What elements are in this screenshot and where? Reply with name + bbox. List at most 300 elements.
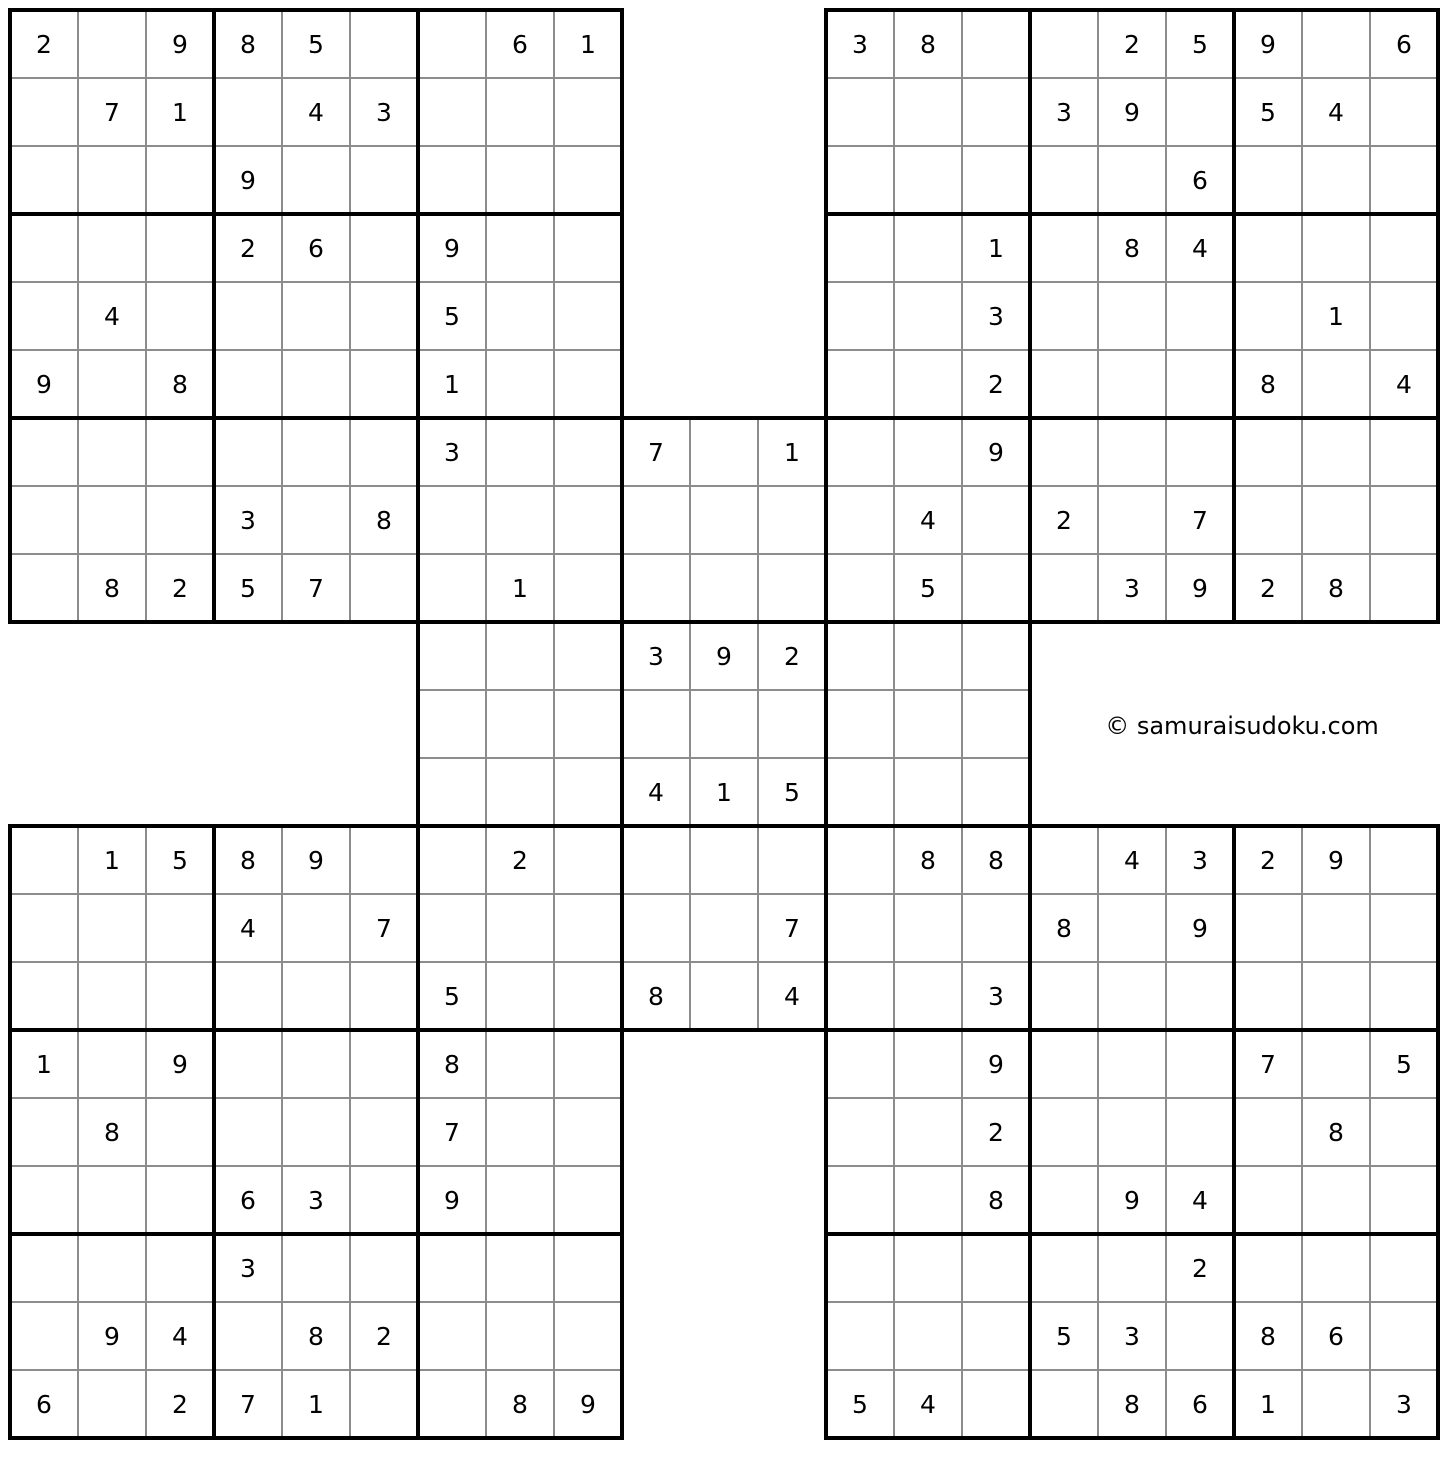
sudoku-cell[interactable] xyxy=(962,146,1030,214)
given-digit: 6 xyxy=(1328,1322,1344,1351)
sudoku-cell[interactable] xyxy=(622,826,690,894)
sudoku-cell[interactable] xyxy=(1030,146,1098,214)
sudoku-cell[interactable] xyxy=(894,1302,962,1370)
sudoku-cell[interactable] xyxy=(10,78,78,146)
given-digit: 6 xyxy=(512,30,528,59)
sudoku-cell[interactable] xyxy=(486,486,554,554)
sudoku-cell[interactable] xyxy=(826,418,894,486)
sudoku-cell[interactable] xyxy=(554,826,622,894)
sudoku-cell[interactable] xyxy=(1098,1234,1166,1302)
sudoku-cell[interactable] xyxy=(826,554,894,622)
sudoku-cell[interactable] xyxy=(1234,486,1302,554)
sudoku-cell[interactable] xyxy=(1234,894,1302,962)
sudoku-cell[interactable] xyxy=(350,826,418,894)
sudoku-cell[interactable] xyxy=(962,486,1030,554)
sudoku-cell[interactable] xyxy=(962,894,1030,962)
sudoku-cell[interactable] xyxy=(758,554,826,622)
sudoku-cell[interactable] xyxy=(1030,1234,1098,1302)
sudoku-cell[interactable] xyxy=(418,554,486,622)
sudoku-cell[interactable] xyxy=(1234,146,1302,214)
sudoku-cell[interactable] xyxy=(894,1098,962,1166)
sudoku-cell[interactable] xyxy=(146,962,214,1030)
sudoku-cell[interactable] xyxy=(894,146,962,214)
sudoku-cell[interactable] xyxy=(962,1234,1030,1302)
sudoku-cell[interactable] xyxy=(554,554,622,622)
sudoku-cell[interactable] xyxy=(894,758,962,826)
sudoku-cell[interactable] xyxy=(78,1234,146,1302)
sudoku-cell[interactable] xyxy=(622,554,690,622)
given-digit: 1 xyxy=(104,846,120,875)
sudoku-cell[interactable] xyxy=(214,1030,282,1098)
given-digit: 2 xyxy=(172,574,188,603)
sudoku-cell[interactable] xyxy=(10,894,78,962)
sudoku-cell[interactable] xyxy=(962,1370,1030,1438)
sudoku-cell[interactable] xyxy=(1302,146,1370,214)
sudoku-cell[interactable] xyxy=(1370,486,1438,554)
sudoku-cell[interactable] xyxy=(350,214,418,282)
given-digit: 2 xyxy=(1056,506,1072,535)
given-digit: 7 xyxy=(240,1390,256,1419)
sudoku-cell[interactable] xyxy=(826,486,894,554)
sudoku-cell[interactable] xyxy=(1302,418,1370,486)
sudoku-cell[interactable] xyxy=(1370,214,1438,282)
sudoku-cell[interactable] xyxy=(554,1098,622,1166)
sudoku-cell[interactable] xyxy=(690,894,758,962)
sudoku-cell[interactable] xyxy=(10,1234,78,1302)
sudoku-cell[interactable] xyxy=(1302,1234,1370,1302)
sudoku-cell[interactable] xyxy=(1234,418,1302,486)
sudoku-cell[interactable] xyxy=(418,622,486,690)
sudoku-cell[interactable] xyxy=(1234,1234,1302,1302)
sudoku-cell[interactable] xyxy=(78,1030,146,1098)
sudoku-cell[interactable] xyxy=(758,690,826,758)
sudoku-cell[interactable] xyxy=(486,214,554,282)
sudoku-cell[interactable] xyxy=(10,214,78,282)
given-digit: 3 xyxy=(648,642,664,671)
given-digit: 2 xyxy=(512,846,528,875)
sudoku-cell[interactable] xyxy=(146,1098,214,1166)
given-digit: 6 xyxy=(240,1186,256,1215)
sudoku-cell[interactable] xyxy=(826,1302,894,1370)
given-digit: 9 xyxy=(104,1322,120,1351)
sudoku-cell[interactable] xyxy=(1234,214,1302,282)
sudoku-cell[interactable] xyxy=(78,962,146,1030)
sudoku-cell[interactable] xyxy=(1370,1166,1438,1234)
sudoku-cell[interactable] xyxy=(1370,962,1438,1030)
sudoku-cell[interactable] xyxy=(10,826,78,894)
sudoku-cell[interactable] xyxy=(1166,282,1234,350)
given-digit: 5 xyxy=(240,574,256,603)
sudoku-cell[interactable] xyxy=(622,894,690,962)
sudoku-cell[interactable] xyxy=(146,146,214,214)
given-digit: 5 xyxy=(1192,30,1208,59)
sudoku-cell[interactable] xyxy=(282,1030,350,1098)
sudoku-cell[interactable] xyxy=(282,282,350,350)
sudoku-cell[interactable] xyxy=(486,758,554,826)
sudoku-cell[interactable] xyxy=(10,1098,78,1166)
sudoku-cell[interactable] xyxy=(622,486,690,554)
sudoku-cell[interactable] xyxy=(1302,214,1370,282)
sudoku-cell[interactable] xyxy=(1370,78,1438,146)
sudoku-cell[interactable] xyxy=(1098,146,1166,214)
sudoku-cell[interactable] xyxy=(554,78,622,146)
sudoku-cell[interactable] xyxy=(1166,350,1234,418)
sudoku-cell[interactable] xyxy=(1234,962,1302,1030)
sudoku-cell[interactable] xyxy=(554,758,622,826)
sudoku-cell[interactable] xyxy=(78,418,146,486)
sudoku-cell[interactable] xyxy=(826,758,894,826)
sudoku-cell[interactable] xyxy=(554,1234,622,1302)
sudoku-cell[interactable] xyxy=(554,146,622,214)
sudoku-cell[interactable] xyxy=(1098,962,1166,1030)
sudoku-cell[interactable] xyxy=(418,826,486,894)
sudoku-cell[interactable] xyxy=(78,486,146,554)
sudoku-cell[interactable] xyxy=(1030,826,1098,894)
given-digit: 5 xyxy=(1396,1050,1412,1079)
sudoku-cell[interactable] xyxy=(962,10,1030,78)
sudoku-cell[interactable] xyxy=(350,282,418,350)
sudoku-cell[interactable] xyxy=(1370,418,1438,486)
sudoku-cell[interactable] xyxy=(554,486,622,554)
sudoku-cell[interactable] xyxy=(418,1370,486,1438)
sudoku-cell[interactable] xyxy=(10,962,78,1030)
given-digit: 6 xyxy=(1396,30,1412,59)
sudoku-cell[interactable] xyxy=(1234,1098,1302,1166)
sudoku-cell[interactable] xyxy=(826,214,894,282)
given-digit: 9 xyxy=(580,1390,596,1419)
given-digit: 4 xyxy=(648,778,664,807)
given-digit: 4 xyxy=(920,1390,936,1419)
given-digit: 4 xyxy=(1192,1186,1208,1215)
sudoku-cell[interactable] xyxy=(1030,10,1098,78)
sudoku-cell[interactable] xyxy=(1166,418,1234,486)
sudoku-cell[interactable] xyxy=(1370,1234,1438,1302)
sudoku-cell[interactable] xyxy=(1030,1370,1098,1438)
sudoku-cell[interactable] xyxy=(486,1098,554,1166)
sudoku-cell[interactable] xyxy=(1370,894,1438,962)
sudoku-cell[interactable] xyxy=(10,554,78,622)
given-digit: 3 xyxy=(1056,98,1072,127)
sudoku-cell[interactable] xyxy=(758,486,826,554)
sudoku-cell[interactable] xyxy=(826,962,894,1030)
sudoku-cell[interactable] xyxy=(146,894,214,962)
sudoku-cell[interactable] xyxy=(554,894,622,962)
given-digit: 4 xyxy=(1396,370,1412,399)
given-digit: 1 xyxy=(172,98,188,127)
sudoku-cell[interactable] xyxy=(418,146,486,214)
sudoku-cell[interactable] xyxy=(10,486,78,554)
sudoku-cell[interactable] xyxy=(146,1234,214,1302)
sudoku-cell[interactable] xyxy=(10,146,78,214)
sudoku-cell[interactable] xyxy=(214,282,282,350)
sudoku-cell[interactable] xyxy=(1166,962,1234,1030)
sudoku-cell[interactable] xyxy=(1166,1302,1234,1370)
sudoku-cell[interactable] xyxy=(894,690,962,758)
sudoku-cell[interactable] xyxy=(350,1030,418,1098)
sudoku-cell[interactable] xyxy=(214,418,282,486)
sudoku-cell[interactable] xyxy=(1098,1098,1166,1166)
sudoku-cell[interactable] xyxy=(1098,1030,1166,1098)
given-digit: 8 xyxy=(376,506,392,535)
sudoku-cell[interactable] xyxy=(78,10,146,78)
sudoku-cell[interactable] xyxy=(486,1030,554,1098)
sudoku-cell[interactable] xyxy=(894,350,962,418)
sudoku-cell[interactable] xyxy=(826,78,894,146)
sudoku-cell[interactable] xyxy=(418,690,486,758)
sudoku-cell[interactable] xyxy=(146,1166,214,1234)
sudoku-cell[interactable] xyxy=(282,418,350,486)
sudoku-cell[interactable] xyxy=(1098,282,1166,350)
sudoku-cell[interactable] xyxy=(1098,418,1166,486)
given-digit: 4 xyxy=(240,914,256,943)
sudoku-cell[interactable] xyxy=(350,1166,418,1234)
given-digit: 8 xyxy=(1260,1322,1276,1351)
sudoku-cell[interactable] xyxy=(622,690,690,758)
sudoku-cell[interactable] xyxy=(146,486,214,554)
sudoku-cell[interactable] xyxy=(282,1234,350,1302)
given-digit: 9 xyxy=(1192,914,1208,943)
given-digit: 9 xyxy=(172,1050,188,1079)
sudoku-cell[interactable] xyxy=(962,1302,1030,1370)
sudoku-cell[interactable] xyxy=(350,350,418,418)
sudoku-cell[interactable] xyxy=(554,214,622,282)
sudoku-cell[interactable] xyxy=(1030,962,1098,1030)
sudoku-cell[interactable] xyxy=(894,418,962,486)
copyright-text[interactable]: © samuraisudoku.com xyxy=(1105,712,1379,740)
sudoku-cell[interactable] xyxy=(1030,1166,1098,1234)
sudoku-cell[interactable] xyxy=(486,894,554,962)
sudoku-cell[interactable] xyxy=(78,894,146,962)
sudoku-cell[interactable] xyxy=(690,486,758,554)
sudoku-cell[interactable] xyxy=(486,418,554,486)
sudoku-cell[interactable] xyxy=(826,690,894,758)
sudoku-cell[interactable] xyxy=(1370,1098,1438,1166)
sudoku-cell[interactable] xyxy=(350,554,418,622)
sudoku-cell[interactable] xyxy=(282,962,350,1030)
sudoku-cell[interactable] xyxy=(1302,894,1370,962)
sudoku-cell[interactable] xyxy=(282,894,350,962)
given-digit: 2 xyxy=(784,642,800,671)
sudoku-cell[interactable] xyxy=(554,1030,622,1098)
sudoku-cell[interactable] xyxy=(894,78,962,146)
sudoku-cell[interactable] xyxy=(554,282,622,350)
sudoku-cell[interactable] xyxy=(418,1302,486,1370)
sudoku-cell[interactable] xyxy=(1370,826,1438,894)
sudoku-cell[interactable] xyxy=(894,1166,962,1234)
given-digit: 4 xyxy=(308,98,324,127)
given-digit: 2 xyxy=(376,1322,392,1351)
sudoku-cell[interactable] xyxy=(10,1302,78,1370)
sudoku-cell[interactable] xyxy=(214,350,282,418)
sudoku-cell[interactable] xyxy=(690,554,758,622)
sudoku-cell[interactable] xyxy=(282,1098,350,1166)
sudoku-cell[interactable] xyxy=(1098,894,1166,962)
given-digit: 4 xyxy=(1192,234,1208,263)
sudoku-cell[interactable] xyxy=(78,1166,146,1234)
sudoku-cell[interactable] xyxy=(214,78,282,146)
sudoku-cell[interactable] xyxy=(1030,418,1098,486)
sudoku-cell[interactable] xyxy=(1166,1098,1234,1166)
sudoku-cell[interactable] xyxy=(418,1234,486,1302)
sudoku-cell[interactable] xyxy=(690,690,758,758)
sudoku-cell[interactable] xyxy=(350,10,418,78)
sudoku-cell[interactable] xyxy=(486,282,554,350)
sudoku-cell[interactable] xyxy=(486,1302,554,1370)
sudoku-cell[interactable] xyxy=(554,962,622,1030)
sudoku-cell[interactable] xyxy=(10,418,78,486)
sudoku-cell[interactable] xyxy=(826,1166,894,1234)
sudoku-cell[interactable] xyxy=(486,146,554,214)
sudoku-cell[interactable] xyxy=(486,350,554,418)
sudoku-cell[interactable] xyxy=(350,962,418,1030)
sudoku-cell[interactable] xyxy=(350,1098,418,1166)
sudoku-cell[interactable] xyxy=(1030,1098,1098,1166)
sudoku-cell[interactable] xyxy=(894,894,962,962)
sudoku-cell[interactable] xyxy=(826,1234,894,1302)
given-digit: 4 xyxy=(1328,98,1344,127)
sudoku-cell[interactable] xyxy=(826,1030,894,1098)
given-digit: 1 xyxy=(512,574,528,603)
sudoku-cell[interactable] xyxy=(894,1030,962,1098)
sudoku-cell[interactable] xyxy=(78,350,146,418)
sudoku-cell[interactable] xyxy=(78,214,146,282)
sudoku-cell[interactable] xyxy=(554,1166,622,1234)
given-digit: 3 xyxy=(1124,1322,1140,1351)
sudoku-cell[interactable] xyxy=(826,894,894,962)
sudoku-cell[interactable] xyxy=(1302,1166,1370,1234)
sudoku-cell[interactable] xyxy=(418,486,486,554)
given-digit: 2 xyxy=(36,30,52,59)
sudoku-cell[interactable] xyxy=(418,78,486,146)
given-digit: 3 xyxy=(988,982,1004,1011)
sudoku-cell[interactable] xyxy=(1030,554,1098,622)
given-digit: 9 xyxy=(308,846,324,875)
given-digit: 2 xyxy=(988,370,1004,399)
sudoku-cell[interactable] xyxy=(146,214,214,282)
sudoku-cell[interactable] xyxy=(1302,486,1370,554)
sudoku-cell[interactable] xyxy=(10,282,78,350)
given-digit: 7 xyxy=(376,914,392,943)
sudoku-cell[interactable] xyxy=(690,826,758,894)
given-digit: 8 xyxy=(308,1322,324,1351)
sudoku-cell[interactable] xyxy=(894,622,962,690)
sudoku-cell[interactable] xyxy=(486,1234,554,1302)
sudoku-cell[interactable] xyxy=(894,282,962,350)
sudoku-cell[interactable] xyxy=(418,758,486,826)
given-digit: 1 xyxy=(580,30,596,59)
sudoku-cell[interactable] xyxy=(826,282,894,350)
sudoku-cell[interactable] xyxy=(826,350,894,418)
sudoku-cell[interactable] xyxy=(486,622,554,690)
sudoku-cell[interactable] xyxy=(1166,78,1234,146)
sudoku-cell[interactable] xyxy=(418,894,486,962)
sudoku-cell[interactable] xyxy=(962,622,1030,690)
sudoku-cell[interactable] xyxy=(554,1302,622,1370)
sudoku-cell[interactable] xyxy=(554,418,622,486)
sudoku-cell[interactable] xyxy=(1370,282,1438,350)
sudoku-cell[interactable] xyxy=(1098,486,1166,554)
sudoku-cell[interactable] xyxy=(78,1370,146,1438)
sudoku-cell[interactable] xyxy=(486,78,554,146)
sudoku-cell[interactable] xyxy=(554,350,622,418)
sudoku-cell[interactable] xyxy=(10,1166,78,1234)
sudoku-cell[interactable] xyxy=(1030,1030,1098,1098)
sudoku-cell[interactable] xyxy=(1370,146,1438,214)
sudoku-cell[interactable] xyxy=(486,1166,554,1234)
sudoku-cell[interactable] xyxy=(350,1234,418,1302)
sudoku-cell[interactable] xyxy=(282,146,350,214)
sudoku-cell[interactable] xyxy=(418,10,486,78)
sudoku-cell[interactable] xyxy=(690,418,758,486)
sudoku-cell[interactable] xyxy=(554,622,622,690)
sudoku-cell[interactable] xyxy=(1234,282,1302,350)
sudoku-cell[interactable] xyxy=(1370,554,1438,622)
sudoku-cell[interactable] xyxy=(1166,1030,1234,1098)
sudoku-cell[interactable] xyxy=(826,1098,894,1166)
sudoku-cell[interactable] xyxy=(214,962,282,1030)
given-digit: 8 xyxy=(988,846,1004,875)
sudoku-cell[interactable] xyxy=(146,282,214,350)
sudoku-cell[interactable] xyxy=(282,486,350,554)
sudoku-cell[interactable] xyxy=(146,418,214,486)
given-digit: 9 xyxy=(988,1050,1004,1079)
given-digit: 3 xyxy=(852,30,868,59)
sudoku-cell[interactable] xyxy=(962,758,1030,826)
sudoku-cell[interactable] xyxy=(282,350,350,418)
sudoku-cell[interactable] xyxy=(962,554,1030,622)
sudoku-cell[interactable] xyxy=(1302,1370,1370,1438)
sudoku-cell[interactable] xyxy=(1302,350,1370,418)
sudoku-cell[interactable] xyxy=(758,826,826,894)
sudoku-cell[interactable] xyxy=(350,146,418,214)
sudoku-cell[interactable] xyxy=(894,214,962,282)
sudoku-cell[interactable] xyxy=(690,962,758,1030)
sudoku-cell[interactable] xyxy=(1302,1030,1370,1098)
given-digit: 4 xyxy=(920,506,936,535)
sudoku-cell[interactable] xyxy=(894,962,962,1030)
sudoku-cell[interactable] xyxy=(350,1370,418,1438)
sudoku-cell[interactable] xyxy=(1030,214,1098,282)
sudoku-cell[interactable] xyxy=(486,690,554,758)
sudoku-cell[interactable] xyxy=(962,690,1030,758)
sudoku-cell[interactable] xyxy=(214,1098,282,1166)
sudoku-cell[interactable] xyxy=(1030,282,1098,350)
sudoku-cell[interactable] xyxy=(554,690,622,758)
given-digit: 1 xyxy=(988,234,1004,263)
sudoku-cell[interactable] xyxy=(1030,350,1098,418)
given-digit: 9 xyxy=(1124,1186,1140,1215)
sudoku-cell[interactable] xyxy=(1302,962,1370,1030)
sudoku-cell[interactable] xyxy=(78,146,146,214)
sudoku-cell[interactable] xyxy=(214,1302,282,1370)
sudoku-cell[interactable] xyxy=(826,622,894,690)
given-digit: 9 xyxy=(172,30,188,59)
sudoku-cell[interactable] xyxy=(1098,350,1166,418)
sudoku-cell[interactable] xyxy=(1370,1302,1438,1370)
sudoku-cell[interactable] xyxy=(350,418,418,486)
sudoku-cell[interactable] xyxy=(1234,1166,1302,1234)
sudoku-cell[interactable] xyxy=(486,962,554,1030)
sudoku-cell[interactable] xyxy=(962,78,1030,146)
given-digit: 7 xyxy=(308,574,324,603)
sudoku-cell[interactable] xyxy=(826,146,894,214)
given-digit: 8 xyxy=(920,30,936,59)
sudoku-cell[interactable] xyxy=(1302,10,1370,78)
given-digit: 8 xyxy=(988,1186,1004,1215)
given-digit: 5 xyxy=(784,778,800,807)
sudoku-cell[interactable] xyxy=(894,1234,962,1302)
sudoku-cell[interactable] xyxy=(826,826,894,894)
